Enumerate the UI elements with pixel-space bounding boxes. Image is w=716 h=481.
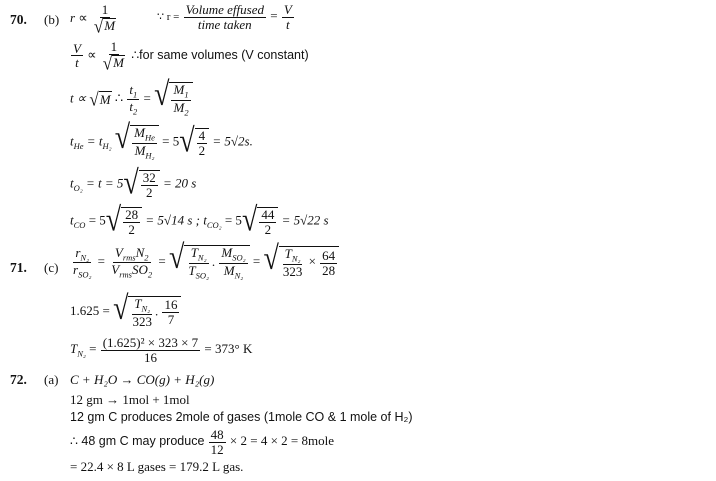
q70-line6: $t_{CO} = 5$ √ $\frac{28}{2}$ = 5√14 s ; $t_{CO_2} = 5$ √ $\frac{44}{2}$ = 5√22 s (70, 201, 329, 239)
q70-line1-definition: ∵ r = $\frac{\text{Volume effused}}{\text{time taken}}$ = $\frac{V}{t}$ (157, 2, 292, 32)
q72-line4: ∴ 48 gm C may produce $\frac{48}{12}$ × 2 = 4 × 2 = 8mole (70, 427, 334, 457)
question-number-70: 70. (10, 12, 27, 27)
answer-option-71: (c) (44, 260, 59, 275)
answer-option-72: (a) (44, 372, 59, 387)
q70-line3: t ∝ √ M ∴ $\frac{t_1}{t_2}$ = √ $\frac{M_1}{M_2}$ (70, 82, 193, 117)
q72-reaction: C + H₂O → CO(g) + H₂(g) (70, 372, 215, 387)
q71-line3: $T_{N_2}$ = $\frac{\text{(1.625)² × 323 × 7}}{16}$ = 373° K (70, 335, 253, 365)
answer-option-70: (b) (44, 12, 60, 27)
question-number-71: 71. (10, 260, 27, 275)
q70-line1-formula: r ∝ 1 √ M (70, 2, 116, 37)
q72-line5: = 22.4 × 8 L gases = 179.2 L gas. (70, 459, 244, 474)
q72-line2: 12 gm → 1mol + 1mol (70, 392, 190, 407)
q71-line2: 1.625 = √ $\frac{T_{N_2}}{323}$ . $\frac{16}{7}$ (70, 296, 181, 328)
question-number-72: 72. (10, 372, 27, 387)
q70-line2: $\frac{V}{t}$ ∝ 1 √ M ∴for same volumes (V constant) (73, 39, 309, 74)
q70-line5: $t_{O_2} = t = 5$ √ $\frac{32}{2}$ = 20 s (70, 164, 197, 202)
q72-line3: 12 gm C produces 2mole of gases (1mole CO & 1 mole of H₂) (70, 410, 413, 424)
q70-line4: $t_{He} = t_{H_2}$ √ $\frac{M_{He}}{M_{H_2}}$ = 5 √ $\frac{4}{2}$ = 5√2s. (70, 119, 253, 161)
q71-line1: $\frac{r_{N_2}}{r_{SO_2}}$ = $\frac{V_{rms}N_2}{V_{rms}SO_2}$ = √ $\frac{T_{N_2}}{T_{SO_2}}$ . $\frac{M_{SO_2}}{M_{N_2}}$ = √ $\frac{T_{N_2}}{323}$ × $\frac{64}{28}$ (70, 245, 339, 280)
